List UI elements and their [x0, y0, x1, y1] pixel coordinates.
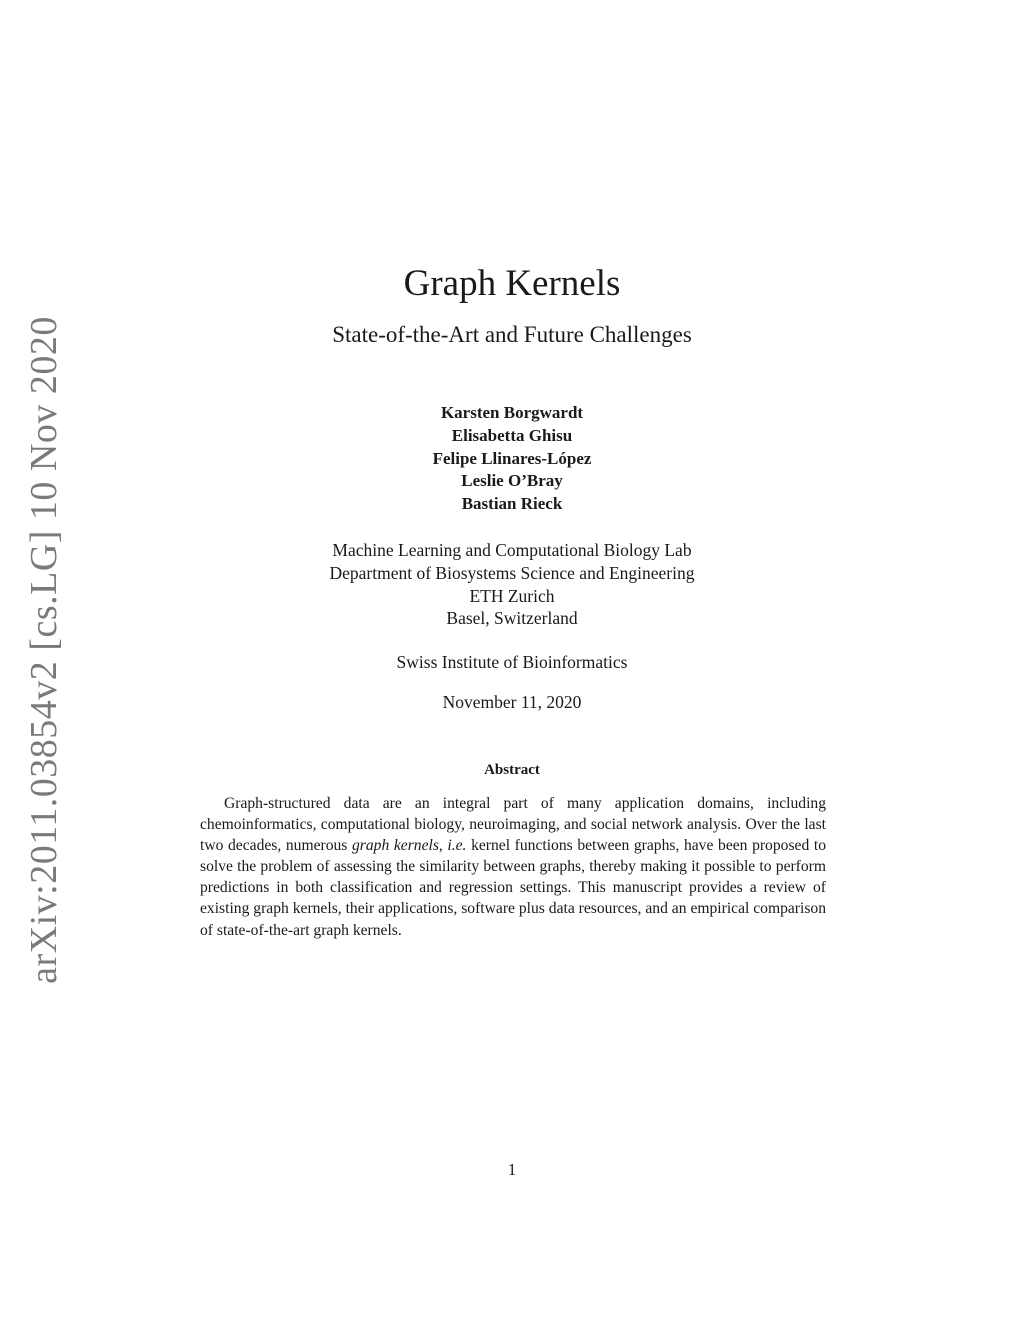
affiliation-line: Basel, Switzerland [446, 608, 578, 629]
page-number: 1 [507, 1160, 517, 1179]
paper-subtitle: State-of-the-Art and Future Challenges [332, 322, 692, 347]
affiliation-line: Machine Learning and Computational Biology Lab [332, 540, 692, 560]
author-list [0, 402, 1024, 516]
affiliation-line: ETH Zurich [469, 585, 555, 606]
abstract-emphasis-ie: i.e. [447, 837, 467, 855]
abstract-emphasis-term: graph kernels [351, 837, 439, 855]
abstract-separator: , [438, 837, 448, 855]
abstract-text-part: Graph-structured data are an integral part of many application domains, including chemoinformatics, computational biology, neuroimaging, and social network analysis. Over the last two decades, numerous [200, 795, 826, 855]
arxiv-identifier: arXiv:2011.03854v2 [cs.LG] 10 Nov 2020 [23, 316, 65, 984]
affiliation-block [0, 539, 1024, 630]
author-name: Karsten Borgwardt [440, 403, 584, 422]
abstract-text-part: kernel functions between graphs, have been proposed to solve the problem of assessing the similarity between graphs, thereby making it possible to perform predictions in both classification and regression settings. This manuscript provides a review of existing graph kernels, their applications, software plus data resources, and an empirical comparison of state-of-the-art graph kernels. [200, 837, 826, 939]
author-name: Elisabetta Ghisu [451, 425, 573, 445]
publication-date: November 11, 2020 [442, 692, 582, 712]
institute: Swiss Institute of Bioinformatics [396, 652, 628, 672]
author-name: Leslie O’Bray [461, 471, 563, 491]
paper-title: Graph Kernels [403, 263, 621, 304]
author-name: Felipe Llinares-López [432, 448, 592, 468]
abstract-text [200, 793, 826, 941]
affiliation-line: Department of Biosystems Science and Engineering [329, 562, 695, 583]
author-name: Bastian Rieck [461, 494, 563, 514]
abstract-heading: Abstract [484, 762, 540, 778]
